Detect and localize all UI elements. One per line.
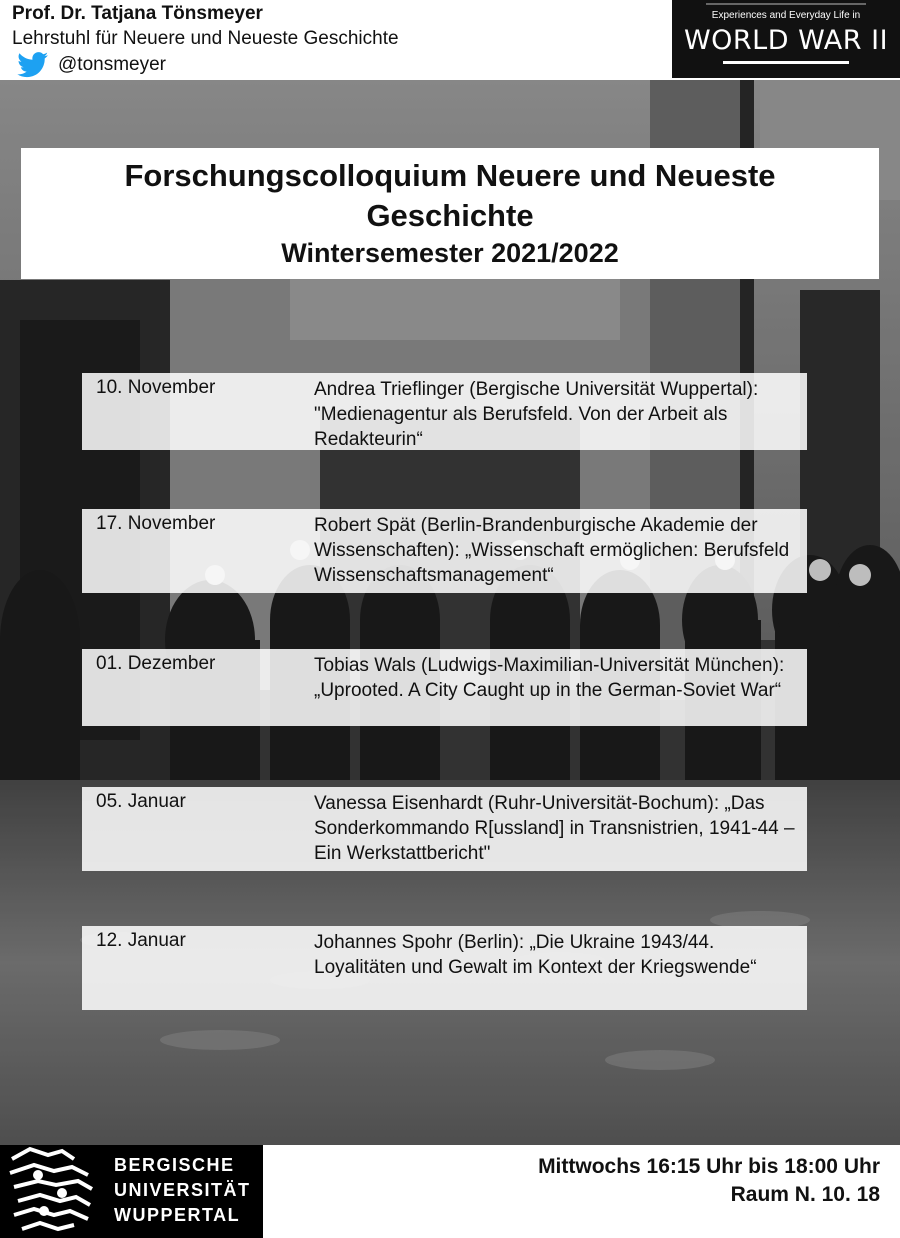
twitter-icon [16, 52, 50, 78]
header [0, 0, 900, 80]
ww2-logo-topline-graphic [696, 1, 876, 7]
event-item [82, 373, 807, 450]
event-item [82, 926, 807, 1010]
event-date: 01. Dezember [96, 653, 216, 674]
meeting-time: Mittwochs 16:15 Uhr bis 18:00 Uhr [538, 1155, 880, 1178]
event-description: Johannes Spohr (Berlin): „Die Ukraine 1943/44. Loyalitäten und Gewalt im Kontext der Kriegswende“ [314, 932, 757, 978]
lion-crest-icon [4, 1145, 104, 1238]
event-date: 05. Januar [96, 791, 186, 812]
title-box [21, 148, 879, 279]
professor-name: Prof. Dr. Tatjana Tönsmeyer [12, 3, 263, 24]
ww2-project-logo [672, 0, 900, 78]
event-description: Robert Spät (Berlin-Brandenburgische Akademie der Wissenschaften): „Wissenschaft ermöglichen: Berufsfeld Wissenschaftsmanagement“ [314, 515, 790, 586]
event-date: 17. November [96, 513, 216, 534]
colloquium-title: Forschungscolloquium Neuere und Neueste Geschichte [124, 158, 776, 233]
university-line: BERGISCHE [114, 1155, 235, 1175]
event-date: 10. November [96, 377, 216, 398]
footer [0, 1145, 900, 1238]
semester-title: Wintersemester 2021/2022 [281, 238, 619, 268]
university-line: UNIVERSITÄT [114, 1180, 251, 1200]
ww2-logo-topline [672, 1, 900, 9]
twitter-handle[interactable]: @tonsmeyer [58, 54, 166, 75]
ww2-logo-subtitle: Experiences and Everyday Life in [711, 10, 861, 21]
university-name [114, 1153, 251, 1228]
university-logo [0, 1145, 263, 1238]
ww2-logo-title: WORLD WAR II [683, 25, 889, 56]
university-line: WUPPERTAL [114, 1205, 241, 1225]
event-description: Andrea Trieflinger (Bergische Universität Wuppertal): "Medienagentur als Berufsfeld. Von der Arbeit als Redakteurin“ [314, 379, 759, 450]
event-meta [538, 1153, 880, 1209]
meeting-room: Raum N. 10. 18 [730, 1183, 880, 1206]
event-item [82, 649, 807, 726]
event-item [82, 787, 807, 871]
event-item [82, 509, 807, 593]
event-description: Tobias Wals (Ludwigs-Maximilian-Universität München): „Uprooted. A City Caught up in the German-Soviet War“ [314, 655, 785, 701]
chair-name: Lehrstuhl für Neuere und Neueste Geschichte [12, 28, 399, 49]
ww2-logo-underline [723, 61, 849, 64]
twitter-row[interactable] [16, 52, 166, 78]
event-description: Vanessa Eisenhardt (Ruhr-Universität-Bochum): „Das Sonderkommando R[ussland] in Transnistrien, 1941-44 – Ein Werkstattbericht" [314, 793, 795, 864]
event-date: 12. Januar [96, 930, 186, 951]
